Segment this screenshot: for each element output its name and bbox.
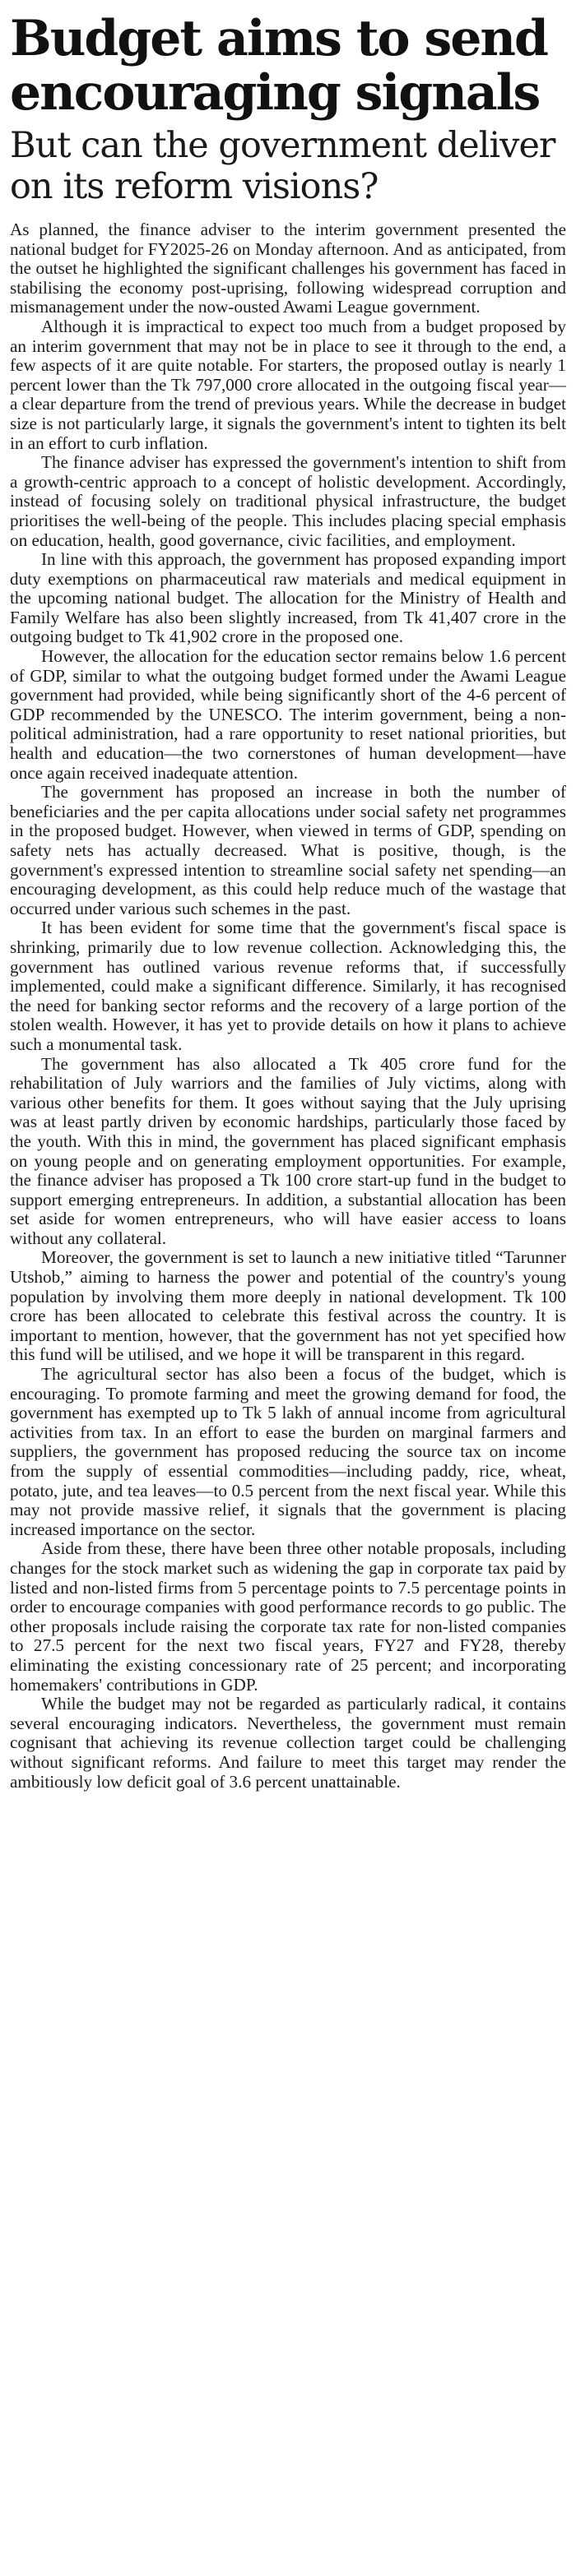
paragraph: Moreover, the government is set to launch a new initiative titled “Tarunner Utshob,” aiming to harness the power and potential of the country's young population by involving them more deeply in national development. Tk 100 crore has been allocated to celebrate this festival across the country. It is important to mention, however, that the government has not yet specified how this fund will be utilised, and we hope it will be transparent in this regard. bbox=[10, 1247, 566, 1365]
paragraph: The government has proposed an increase in both the number of beneficiaries and the per capita allocations under social safety net programmes in the proposed budget. However, when viewed in terms of GDP, spending on safety nets has actually decreased. What is positive, though, is the government's expressed intention to streamline social safety net spending—an encouraging development, as this could help reduce much of the wastage that occurred under various such schemes in the past. bbox=[10, 782, 566, 918]
paragraph: Aside from these, there have been three other notable proposals, including changes for the stock market such as widening the gap in corporate tax paid by listed and non-listed firms from 5 percentage points to 7.5 percentage points in order to encourage companies with good performance records to go public. The other proposals include raising the corporate tax rate for non-listed companies to 27.5 percent for the next two fiscal years, FY27 and FY28, thereby eliminating the existing concessionary rate of 25 percent; and incorporating homemakers' contributions in GDP. bbox=[10, 1538, 566, 1695]
paragraph: As planned, the finance adviser to the interim government presented the national budget for FY2025-26 on Monday afternoon. And as anticipated, from the outset he highlighted the significant challenges his government has faced in stabilising the economy post-uprising, following widespread corruption and mismanagement under the now-ousted Awami League government. bbox=[10, 220, 566, 317]
paragraph: The finance adviser has expressed the government's intention to shift from a growth-centric approach to a concept of holistic development. Accordingly, instead of focusing solely on traditional physical infrastructure, the budget prioritises the well-being of the people. This includes placing special emphasis on education, health, good governance, civic facilities, and employment. bbox=[10, 452, 566, 550]
subheadline: But can the government deliver on its reform visions? bbox=[10, 125, 555, 207]
paragraph: In line with this approach, the government has proposed expanding import duty exemptions on pharmaceutical raw materials and medical equipment in the upcoming national budget. The allocation for the Ministry of Health and Family Welfare has also been slightly increased, from Tk 41,407 crore in the outgoing budget to Tk 41,902 crore in the proposed one. bbox=[10, 549, 566, 647]
article-body bbox=[10, 220, 566, 1792]
paragraph: It has been evident for some time that the government's fiscal space is shrinking, primarily due to low revenue collection. Acknowledging this, the government has outlined various revenue reforms that, if successfully implemented, could make a significant difference. Similarly, it has recognised the need for banking sector reforms and the recovery of a large portion of the stolen wealth. However, it has yet to provide details on how it plans to achieve such a monumental task. bbox=[10, 918, 566, 1054]
paragraph: The agricultural sector has also been a focus of the budget, which is encouraging. To promote farming and meet the growing demand for food, the government has exempted up to Tk 5 lakh of annual income from agricultural activities from tax. In an effort to ease the burden on marginal farmers and suppliers, the government has proposed reducing the source tax on income from the supply of essential commodities—including paddy, rice, wheat, potato, jute, and tea leaves—to 0.5 percent from the next fiscal year. While this may not provide massive relief, it signals that the government is placing increased importance on the sector. bbox=[10, 1364, 566, 1539]
paragraph: Although it is impractical to expect too much from a budget proposed by an interim government that may not be in place to see it through to the end, a few aspects of it are quite notable. For starters, the proposed outlay is nearly 1 percent lower than the Tk 797,000 crore allocated in the outgoing fiscal year—a clear departure from the trend of previous years. While the decrease in budget size is not particularly large, it signals the government's intent to tighten its belt in an effort to curb inflation. bbox=[10, 316, 566, 453]
headline: Budget aims to send encouraging signals bbox=[10, 10, 547, 122]
paragraph: The government has also allocated a Tk 405 crore fund for the rehabilitation of July warriors and the families of July victims, along with various other benefits for them. It goes without saying that the July uprising was at least partly driven by economic hardships, particularly those faced by the youth. With this in mind, the government has placed significant emphasis on young people and on generating employment opportunities. For example, the finance adviser has proposed a Tk 100 crore start-up fund in the budget to support emerging entrepreneurs. In addition, a substantial allocation has been set aside for women entrepreneurs, who will have easier access to loans without any collateral. bbox=[10, 1053, 566, 1248]
paragraph: While the budget may not be regarded as particularly radical, it contains several encouraging indicators. Nevertheless, the government must remain cognisant that achieving its revenue collection target could be challenging without significant reforms. And failure to meet this target may render the ambitiously low deficit goal of 3.6 percent unattainable. bbox=[10, 1694, 566, 1792]
paragraph: However, the allocation for the education sector remains below 1.6 percent of GDP, similar to what the outgoing budget formed under the Awami League government had provided, while being significantly short of the 4-6 percent of GDP recommended by the UNESCO. The interim government, being a non-political administration, had a rare opportunity to reset national priorities, but health and education—the two cornerstones of human development—have once again received inadequate attention. bbox=[10, 646, 566, 783]
